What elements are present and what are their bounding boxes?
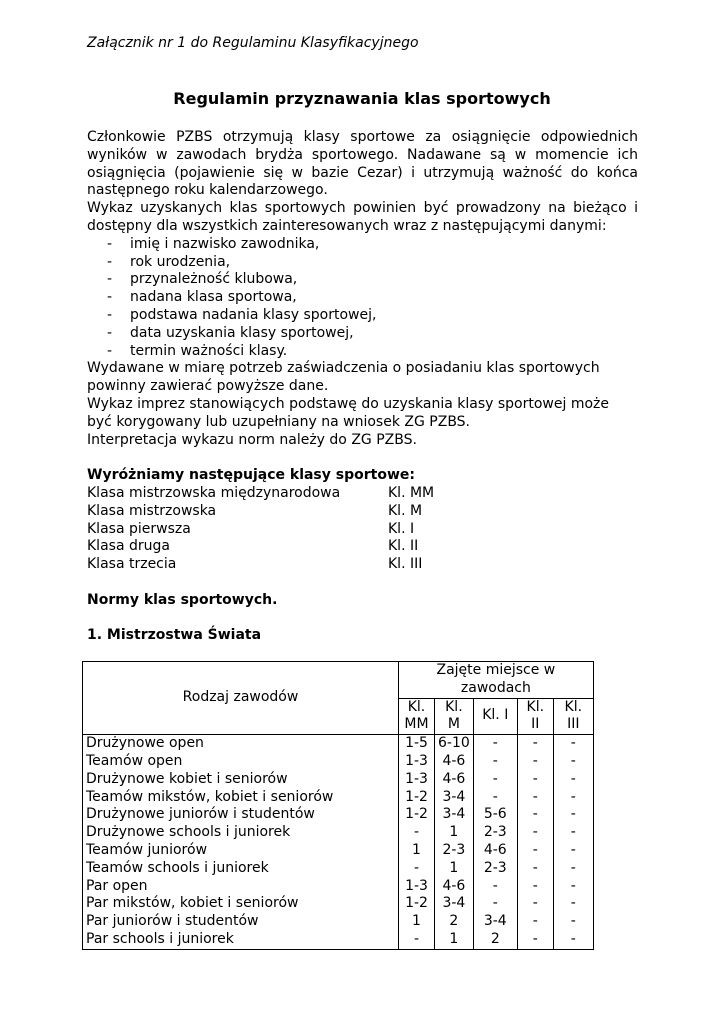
table-cell-iii: -: [570, 877, 576, 894]
list-item: [87, 271, 638, 289]
table-cell-i: -: [492, 770, 498, 787]
table-cell-type: Teamów open: [86, 752, 183, 769]
table-cell-iii: -: [570, 788, 576, 805]
table-cell-m: 3-4: [442, 788, 466, 805]
table-cell-mm: 1: [412, 913, 421, 930]
table-cell-i: 2: [490, 930, 500, 947]
list-dash: -: [107, 271, 113, 288]
iii-column: [553, 735, 593, 950]
col-header-iii: [553, 698, 593, 735]
col-header-line: Kl.: [445, 698, 463, 715]
classes-heading: Wyróżniamy następujące klasy sportowe:: [87, 467, 415, 484]
list-item: [87, 289, 638, 307]
table-cell-mm: 1-3: [405, 877, 428, 894]
table-cell-m: 4-6: [442, 752, 466, 769]
norms-heading: Normy klas sportowych.: [87, 591, 278, 608]
list-item: [87, 325, 638, 343]
table-cell-mm: 1-2: [405, 788, 428, 805]
class-name: Klasa trzecia: [87, 556, 177, 573]
table-cell-i: -: [492, 877, 498, 894]
table-cell-iii: -: [570, 841, 576, 858]
table-cell-i: -: [492, 752, 498, 769]
table-cell-ii: -: [532, 806, 538, 823]
table-cell-mm: 1-3: [405, 752, 428, 769]
competition-type-header: Rodzaj zawodów: [83, 662, 399, 735]
table-cell-m: 4-6: [442, 770, 466, 787]
table-cell-ii: -: [532, 913, 538, 930]
table-cell-i: 3-4: [483, 913, 507, 930]
table-cell-i: 5-6: [483, 806, 507, 823]
table-cell-i: 2-3: [483, 824, 507, 841]
list-item-text: data uzyskania klasy sportowej,: [130, 324, 354, 341]
list-item-text: przynależność klubowa,: [130, 271, 298, 288]
list-dash: -: [107, 342, 113, 359]
table-cell-ii: -: [532, 877, 538, 894]
events-list-paragraph: Wykaz imprez stanowiących podstawę do uzyskania klasy sportowej może być korygowany lub uzupełniany na wniosek ZG PZBS.: [87, 395, 609, 430]
class-name: Klasa druga: [87, 538, 170, 555]
list-item-text: termin ważności klasy.: [130, 342, 288, 359]
i-column: [473, 735, 517, 950]
col-header-line: Kl.: [526, 698, 545, 715]
table-cell-m: 6-10: [438, 735, 470, 752]
list-item: [87, 343, 638, 361]
table-cell-m: 1: [449, 824, 459, 841]
table-cell-type: Drużynowe juniorów i studentów: [86, 806, 315, 823]
class-name: Klasa mistrzowska: [87, 502, 217, 519]
required-data-list: [87, 236, 638, 361]
col-header-mm: [399, 698, 435, 735]
class-abbr: Kl. I: [388, 520, 415, 537]
table-cell-m: 3-4: [442, 895, 466, 912]
table-cell-iii: -: [570, 752, 576, 769]
list-dash: -: [107, 253, 113, 270]
table-cell-i: -: [492, 788, 498, 805]
table-cell-type: Drużynowe kobiet i seniorów: [86, 770, 288, 787]
class-abbr: Kl. M: [388, 502, 423, 519]
col-header-line: Kl.: [407, 698, 426, 715]
table-cell-i: 4-6: [483, 841, 507, 858]
col-header-ii: [517, 698, 553, 735]
table-cell-iii: -: [570, 930, 576, 947]
table-cell-ii: -: [532, 770, 538, 787]
table-cell-mm: -: [413, 824, 420, 841]
list-item: [87, 254, 638, 272]
list-dash: -: [107, 289, 113, 306]
table-cell-m: 2: [449, 913, 459, 930]
table-cell-ii: -: [532, 824, 538, 841]
table-cell-m: 4-6: [442, 877, 466, 894]
intro-paragraph-2: Wykaz uzyskanych klas sportowych powinien być prowadzony na bieżąco i dostępny dla wszystkich zainteresowanych wraz z następującymi danymi:: [87, 200, 638, 234]
document-body: [87, 129, 638, 645]
list-dash: -: [107, 235, 113, 252]
table-cell-type: Drużynowe schools i juniorek: [86, 824, 291, 841]
table-cell-ii: -: [532, 930, 538, 947]
table-cell-ii: -: [532, 788, 538, 805]
class-row: [87, 503, 638, 521]
table-cell-type: Par mikstów, kobiet i seniorów: [86, 895, 299, 912]
table-cell-i: -: [492, 895, 498, 912]
world-championships-norms-table: [82, 661, 594, 950]
mm-column: [399, 735, 435, 950]
class-row: [87, 521, 638, 539]
table-cell-i: -: [492, 735, 498, 752]
table-cell-ii: -: [532, 895, 538, 912]
table-cell-mm: -: [413, 930, 420, 947]
class-abbr: Kl. II: [388, 538, 419, 555]
appendix-note: Załącznik nr 1 do Regulaminu Klasyfikacyjnego: [87, 35, 419, 51]
table-cell-ii: -: [532, 752, 538, 769]
table-cell-m: 2-3: [442, 841, 466, 858]
m-column: [435, 735, 474, 950]
class-abbr: Kl. III: [388, 556, 423, 573]
class-abbr: Kl. MM: [388, 484, 435, 501]
table-cell-mm: 1-2: [405, 895, 428, 912]
table-cell-type: Drużynowe open: [86, 735, 204, 752]
table-cell-iii: -: [570, 859, 576, 876]
col-header-i: Kl. I: [473, 698, 517, 735]
table-cell-mm: 1: [412, 841, 421, 858]
table-cell-type: Par schools i juniorek: [86, 930, 234, 947]
table-cell-ii: -: [532, 841, 538, 858]
interpretation-paragraph: Interpretacja wykazu norm należy do ZG PZBS.: [87, 431, 417, 448]
table-cell-mm: 1-2: [405, 806, 428, 823]
class-row: [87, 556, 638, 574]
table-cell-type: Par open: [86, 877, 148, 894]
table-cell-mm: 1-3: [405, 770, 428, 787]
list-item: [87, 236, 638, 254]
col-header-line: MM: [404, 716, 429, 733]
table-cell-type: Teamów juniorów: [86, 841, 208, 858]
list-dash: -: [107, 324, 113, 341]
list-item-text: rok urodzenia,: [130, 253, 231, 270]
list-item: [87, 307, 638, 325]
table-cell-iii: -: [570, 735, 576, 752]
table-cell-mm: 1-5: [405, 735, 428, 752]
list-item-text: imię i nazwisko zawodnika,: [130, 235, 320, 252]
list-dash: -: [107, 306, 113, 323]
table-cell-m: 1: [449, 930, 459, 947]
table-cell-iii: -: [570, 806, 576, 823]
section-heading: 1. Mistrzostwa Świata: [87, 627, 262, 644]
class-name: Klasa mistrzowska międzynarodowa: [87, 484, 341, 501]
table-cell-type: Par juniorów i studentów: [86, 913, 259, 930]
table-cell-mm: -: [413, 859, 420, 876]
class-row: [87, 538, 638, 556]
table-cell-iii: -: [570, 770, 576, 787]
table-cell-type: Teamów schools i juniorek: [86, 859, 269, 876]
document-title: Regulamin przyznawania klas sportowych: [173, 89, 551, 108]
table-cell-m: 3-4: [442, 806, 466, 823]
col-header-line: Kl.: [564, 698, 583, 715]
table-cell-i: 2-3: [483, 859, 507, 876]
table-cell-ii: -: [532, 735, 538, 752]
table-cell-ii: -: [532, 859, 538, 876]
table-cell-iii: -: [570, 824, 576, 841]
certificates-paragraph: Wydawane w miarę potrzeb zaświadczenia o posiadaniu klas sportowych powinny zawierać powyższe dane.: [87, 360, 600, 395]
col-header-m: [435, 698, 474, 735]
table-cell-m: 1: [449, 859, 459, 876]
col-header-line: III: [567, 716, 580, 733]
ii-column: [517, 735, 553, 950]
competition-types-column: [83, 735, 399, 950]
col-header-line: M: [447, 716, 460, 733]
list-item-text: podstawa nadania klasy sportowej,: [130, 306, 377, 323]
col-header-line: II: [531, 716, 540, 733]
class-row: [87, 485, 638, 503]
list-item-text: nadana klasa sportowa,: [130, 289, 297, 306]
place-header: Zajęte miejsce w zawodach: [399, 662, 594, 699]
table-cell-iii: -: [570, 913, 576, 930]
table-cell-type: Teamów mikstów, kobiet i seniorów: [86, 788, 334, 805]
intro-paragraph-1: Członkowie PZBS otrzymują klasy sportowe za osiągnięcie odpowiednich wyników w zawodach brydża sportowego. Nadawane są w momencie ich osiągnięcia (pojawienie się w bazie Cezar) i utrzymują ważność do końca następnego roku kalendarzowego.: [87, 129, 638, 199]
class-name: Klasa pierwsza: [87, 520, 191, 537]
table-cell-iii: -: [570, 895, 576, 912]
